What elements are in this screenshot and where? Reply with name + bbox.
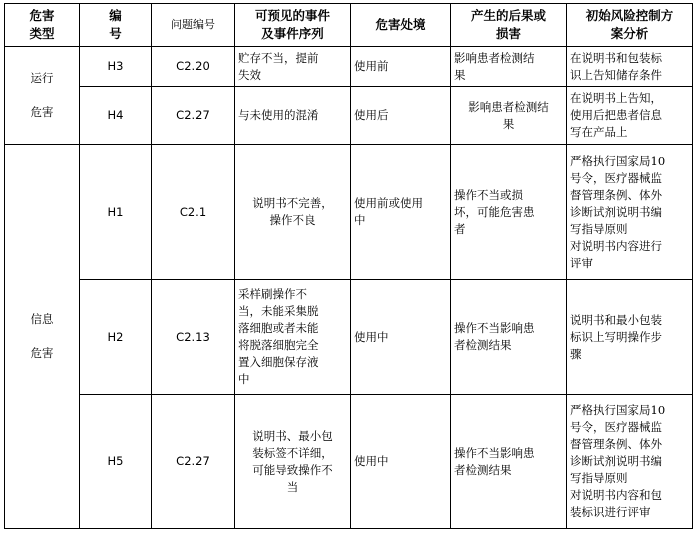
table-row — [5, 395, 693, 529]
header-consequence: 产生的后果或 损害 — [451, 4, 567, 47]
table-row — [5, 87, 693, 145]
control-cell: 在说明书上告知， 使用后把患者信息 写在产品上 — [567, 87, 693, 145]
header-hazard-situation: 危害处境 — [351, 4, 451, 47]
table-row — [5, 280, 693, 395]
control-cell: 严格执行国家局10 号令，医疗器械监 督管理条例、体外 诊断试剂说明书编 写指导原则 对说明书内容进行 评审 — [567, 145, 693, 280]
event-cell: 采样刷操作不 当，未能采集脱 落细胞或者未能 将脱落细胞完全 置入细胞保存液 中 — [235, 280, 351, 395]
situation-cell: 使用中 — [351, 280, 451, 395]
event-cell: 说明书、最小包 装标签不详细， 可能导致操作不 当 — [235, 395, 351, 529]
consequence-cell: 影响患者检测结 果 — [451, 47, 567, 87]
hazard-id-cell: H4 — [80, 87, 152, 145]
issue-code-cell: C2.20 — [152, 47, 235, 87]
consequence-cell: 操作不当或损 坏，可能危害患 者 — [451, 145, 567, 280]
header-hazard-type: 危害 类型 — [5, 4, 80, 47]
header-row — [5, 4, 693, 47]
hazard-id-cell: H1 — [80, 145, 152, 280]
risk-analysis-table — [4, 3, 693, 529]
hazard-id-cell: H2 — [80, 280, 152, 395]
control-cell: 严格执行国家局10 号令，医疗器械监 督管理条例、体外 诊断试剂说明书编 写指导原则 对说明书内容和包 装标识进行评审 — [567, 395, 693, 529]
header-issue-code: 问题编号 — [152, 4, 235, 47]
consequence-cell: 影响患者检测结 果 — [451, 87, 567, 145]
hazard-id-cell: H3 — [80, 47, 152, 87]
event-cell: 说明书不完善， 操作不良 — [235, 145, 351, 280]
header-foreseeable-event: 可预见的事件 及事件序列 — [235, 4, 351, 47]
issue-code-cell: C2.1 — [152, 145, 235, 280]
header-risk-control: 初始风险控制方 案分析 — [567, 4, 693, 47]
event-cell: 与未使用的混淆 — [235, 87, 351, 145]
issue-code-cell: C2.13 — [152, 280, 235, 395]
issue-code-cell: C2.27 — [152, 87, 235, 145]
hazard-type-cell: 运行 危害 — [5, 47, 80, 145]
header-number: 编 号 — [80, 4, 152, 47]
consequence-cell: 操作不当影响患 者检测结果 — [451, 395, 567, 529]
table-row — [5, 47, 693, 87]
issue-code-cell: C2.27 — [152, 395, 235, 529]
situation-cell: 使用中 — [351, 395, 451, 529]
control-cell: 说明书和最小包装 标识上写明操作步 骤 — [567, 280, 693, 395]
consequence-cell: 操作不当影响患 者检测结果 — [451, 280, 567, 395]
situation-cell: 使用后 — [351, 87, 451, 145]
hazard-id-cell: H5 — [80, 395, 152, 529]
situation-cell: 使用前 — [351, 47, 451, 87]
control-cell: 在说明书和包装标 识上告知储存条件 — [567, 47, 693, 87]
situation-cell: 使用前或使用 中 — [351, 145, 451, 280]
hazard-type-cell: 信息 危害 — [5, 145, 80, 529]
table-row — [5, 145, 693, 280]
event-cell: 贮存不当，提前 失效 — [235, 47, 351, 87]
